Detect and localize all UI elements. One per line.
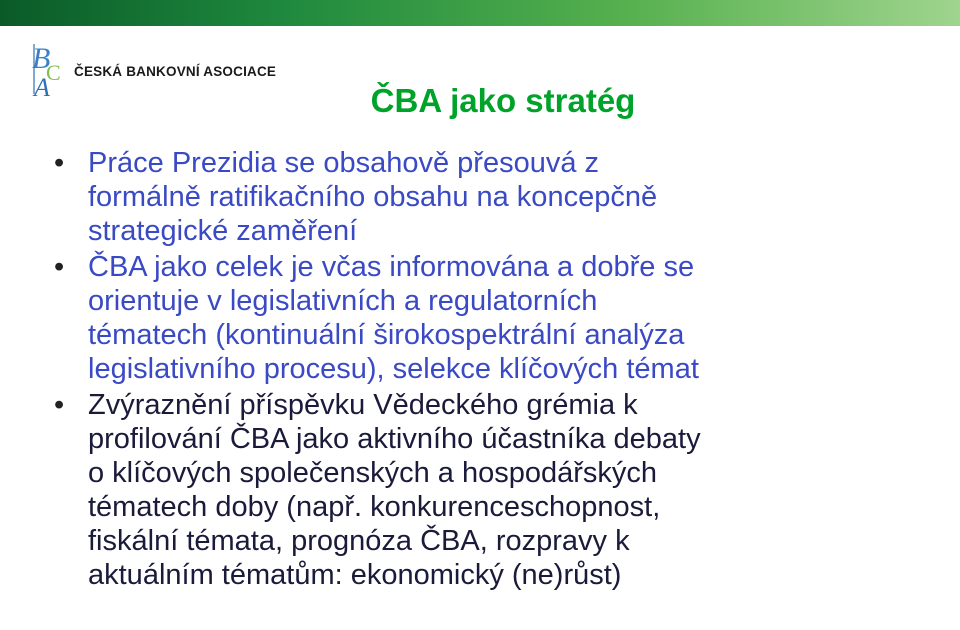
bullet-line: aktuálním tématům: ekonomický (ne)růst) <box>88 559 622 591</box>
bullet-dot-icon: • <box>54 251 65 283</box>
bullet-text <box>88 146 938 248</box>
bullet-dot-icon: • <box>54 389 65 421</box>
bullet-line: strategické zaměření <box>88 215 358 247</box>
bullet-line: ČBA jako celek je včas informována a dobře se <box>88 251 695 283</box>
bullet-line: o klíčových společenských a hospodářských <box>88 457 658 489</box>
bullet-line: Zvýraznění příspěvku Vědeckého grémia k <box>88 389 638 421</box>
bullet-list <box>48 146 938 594</box>
svg-text:C: C <box>46 60 61 85</box>
bullet-text <box>88 250 938 386</box>
bullet-line: tématech doby (např. konkurenceschopnost, <box>88 491 661 523</box>
bullet-line: legislativního procesu), selekce klíčových témat <box>88 353 699 385</box>
bullet-line: tématech (kontinuální širokospektrální analýza <box>88 319 685 351</box>
bullet-item <box>48 388 938 592</box>
svg-text:A: A <box>34 73 50 98</box>
top-gradient-band <box>0 0 960 26</box>
logo-text: ČESKÁ BANKOVNÍ ASOCIACE <box>74 64 277 79</box>
bullet-item <box>48 250 938 386</box>
bullet-item <box>48 146 938 248</box>
bullet-text <box>88 388 938 592</box>
svg-text:B: B <box>32 42 51 75</box>
slide-title-text: ČBA jako stratég <box>370 82 636 119</box>
bullet-line: profilování ČBA jako aktivního účastníka debaty <box>88 423 701 455</box>
bullet-line: Práce Prezidia se obsahově přesouvá z <box>88 147 600 179</box>
slide-title <box>0 82 960 120</box>
bullet-line: orientuje v legislativních a regulatorních <box>88 285 598 317</box>
bullet-line: formálně ratifikačního obsahu na koncepčně <box>88 181 658 213</box>
bullet-line: fiskální témata, prognóza ČBA, rozpravy k <box>88 525 630 557</box>
bullet-dot-icon: • <box>54 147 65 179</box>
